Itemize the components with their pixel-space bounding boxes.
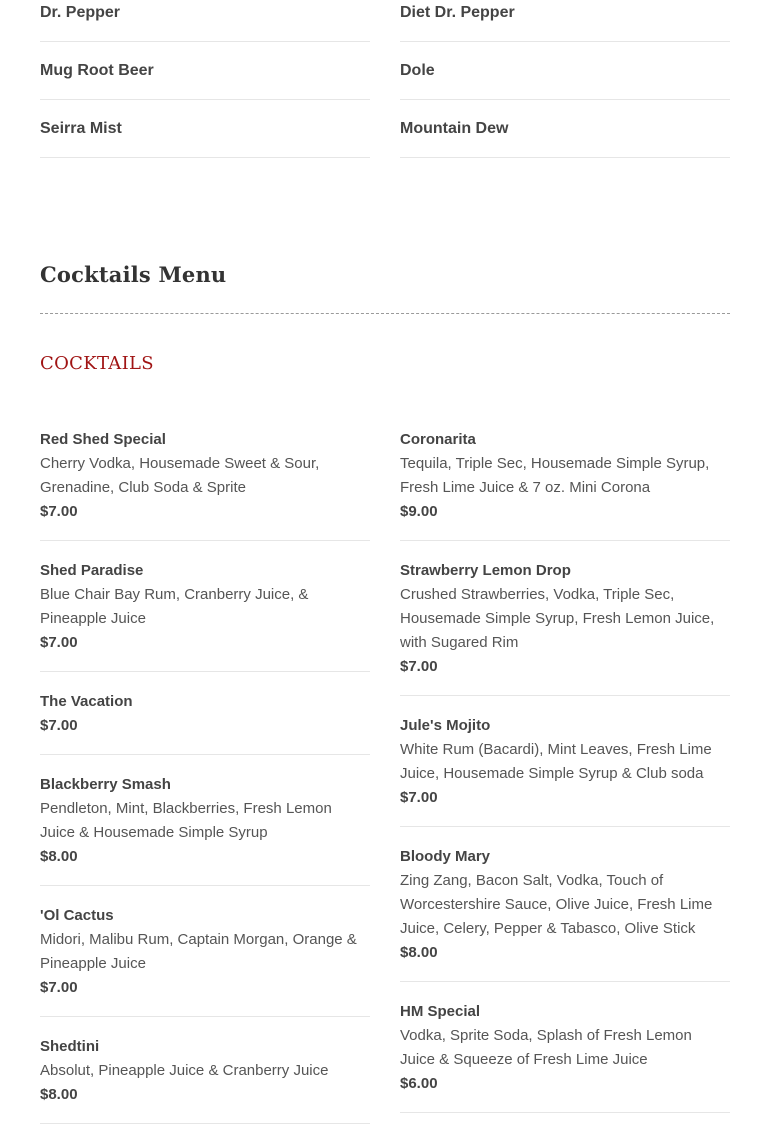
item-description: Vodka, Sprite Soda, Splash of Fresh Lemon Juice & Squeeze of Fresh Lime Juice <box>400 1027 692 1068</box>
menu-item <box>40 773 370 886</box>
menu-item <box>400 714 730 827</box>
item-description: Pendleton, Mint, Blackberries, Fresh Lemon Juice & Housemade Simple Syrup <box>40 800 332 841</box>
item-name: Blackberry Smash <box>40 776 171 793</box>
item-price: $7.00 <box>400 658 438 675</box>
item-description: Cherry Vodka, Housemade Sweet & Sour, Grenadine, Club Soda & Sprite <box>40 455 320 496</box>
item-name: Shed Paradise <box>40 562 144 579</box>
soda-item: Dr. Pepper <box>40 0 370 42</box>
item-price: $7.00 <box>40 717 78 734</box>
item-price: $9.00 <box>400 503 438 520</box>
cocktail-column-left <box>40 428 370 1142</box>
item-name: HM Special <box>400 1003 481 1020</box>
item-price: $6.00 <box>400 1075 438 1092</box>
section-divider <box>40 313 730 314</box>
menu-item <box>400 845 730 982</box>
soda-column-left <box>40 0 370 158</box>
item-name: Bloody Mary <box>400 848 491 865</box>
item-name: Red Shed Special <box>40 431 166 448</box>
item-description: Crushed Strawberries, Vodka, Triple Sec, Housemade Simple Syrup, Fresh Lemon Juice, with Sugared Rim <box>400 586 715 651</box>
item-price: $8.00 <box>40 848 78 865</box>
category-title: COCKTAILS <box>40 353 154 374</box>
soda-column-right <box>400 0 730 158</box>
item-name: Strawberry Lemon Drop <box>400 562 571 579</box>
soda-item: Dole <box>400 42 730 100</box>
menu-item <box>400 1000 730 1113</box>
item-name: Shedtini <box>40 1038 100 1055</box>
item-description: Midori, Malibu Rum, Captain Morgan, Orange & Pineapple Juice <box>40 931 357 972</box>
item-description: Zing Zang, Bacon Salt, Vodka, Touch of Worcestershire Sauce, Olive Juice, Fresh Lime Juice, Celery, Pepper & Tabasco, Olive Stick <box>400 872 713 937</box>
item-price: $8.00 <box>400 944 438 961</box>
item-description: Absolut, Pineapple Juice & Cranberry Juice <box>40 1062 329 1079</box>
item-price: $7.00 <box>40 979 78 996</box>
item-price: $7.00 <box>40 634 78 651</box>
item-price: $7.00 <box>400 789 438 806</box>
item-name: 'Ol Cactus <box>40 907 114 924</box>
item-price: $7.00 <box>40 503 78 520</box>
menu-item <box>400 559 730 696</box>
soda-item: Diet Dr. Pepper <box>400 0 730 42</box>
item-description: Blue Chair Bay Rum, Cranberry Juice, & Pineapple Juice <box>40 586 309 627</box>
item-name: Coronarita <box>400 431 476 448</box>
item-description: Tequila, Triple Sec, Housemade Simple Syrup, Fresh Lime Juice & 7 oz. Mini Corona <box>400 455 710 496</box>
soda-item: Mountain Dew <box>400 100 730 158</box>
menu-item <box>40 690 370 755</box>
menu-item <box>40 559 370 672</box>
section-title: Cocktails Menu <box>40 262 227 287</box>
menu-item <box>40 428 370 541</box>
soda-item: Seirra Mist <box>40 100 370 158</box>
cocktail-column-right <box>400 428 730 1131</box>
item-price: $8.00 <box>40 1086 78 1103</box>
soda-item: Mug Root Beer <box>40 42 370 100</box>
menu-item <box>40 1035 370 1124</box>
menu-item <box>400 428 730 541</box>
menu-item <box>40 904 370 1017</box>
item-description: White Rum (Bacardi), Mint Leaves, Fresh Lime Juice, Housemade Simple Syrup & Club soda <box>400 741 712 782</box>
item-name: Jule's Mojito <box>400 717 491 734</box>
item-name: The Vacation <box>40 693 133 710</box>
